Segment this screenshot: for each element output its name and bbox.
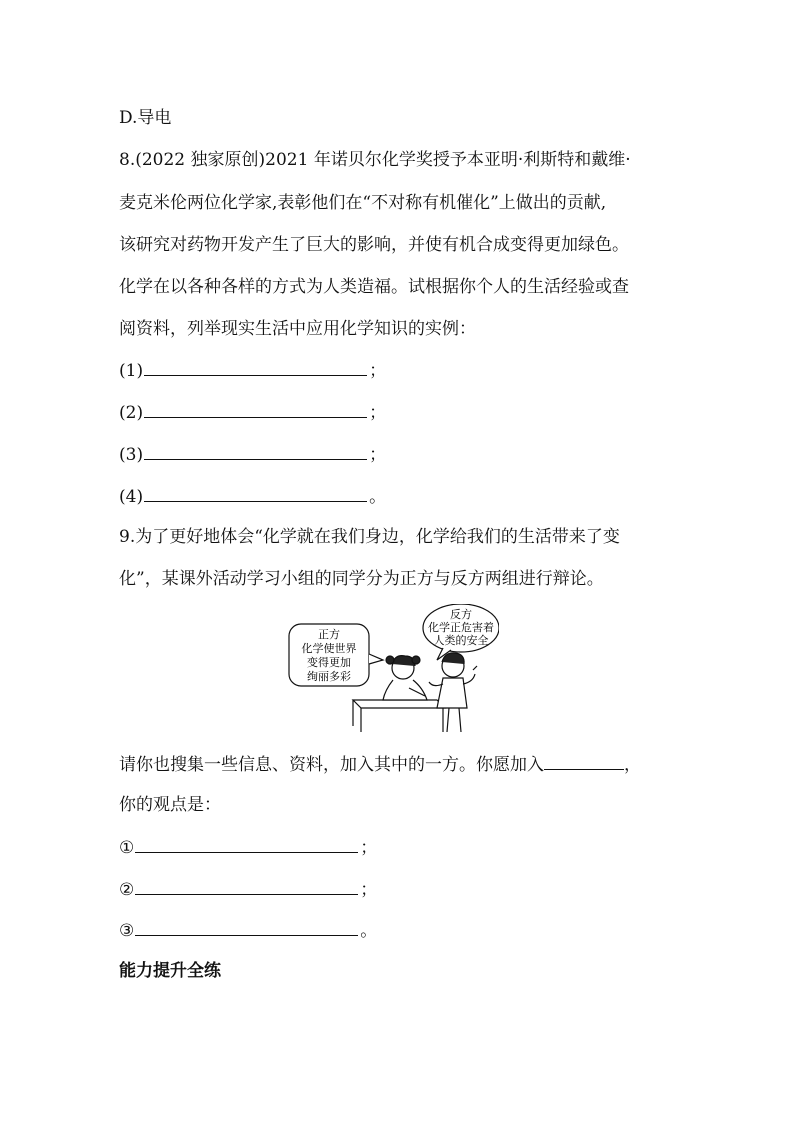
section-heading: 能力提升全练 — [119, 961, 221, 981]
bubble-right — [423, 604, 499, 660]
girl-figure — [383, 656, 427, 700]
answer-label: (2) — [119, 403, 144, 423]
q9-answer-row-1 — [119, 836, 377, 858]
bubble-right-line-1: 反方 — [450, 608, 472, 621]
answer-end-mark: ； — [369, 403, 387, 423]
answer-blank[interactable] — [135, 919, 358, 936]
answer-blank[interactable] — [135, 878, 358, 895]
answer-blank[interactable] — [144, 359, 367, 376]
answer-label: (3) — [119, 445, 144, 465]
q8-answer-row-4 — [119, 485, 386, 507]
q8-answer-row-1 — [119, 359, 386, 381]
bubble-left-line-2: 化学使世界 — [301, 642, 357, 655]
q9-line-2: 化”，某课外活动学习小组的同学分为正方与反方两组进行辩论。 — [119, 569, 604, 589]
bubble-left-line-1: 正方 — [318, 628, 340, 641]
q8-line-2: 麦克米伦两位化学家,表彰他们在“不对称有机催化”上做出的贡献, — [119, 193, 607, 213]
q8-line-4: 化学在以各种各样的方式为人类造福。试根据你个人的生活经验或查 — [119, 277, 629, 297]
q8-line-5: 阅资料，列举现实生活中应用化学知识的实例： — [119, 319, 476, 339]
q9-view-label: 你的观点是： — [119, 795, 221, 815]
answer-label: ① — [119, 838, 135, 858]
answer-label: ② — [119, 880, 135, 900]
q9-line-1: 9.为了更好地体会“化学就在我们身边，化学给我们的生活带来了变 — [119, 527, 620, 547]
q9-prompt-end: ， — [624, 755, 641, 775]
q8-line-1: 8.(2022 独家原创)2021 年诺贝尔化学奖授予本亚明·利斯特和戴维· — [119, 150, 631, 170]
answer-end-mark: ； — [360, 838, 378, 858]
bubble-left — [289, 624, 383, 686]
answer-label: ③ — [119, 921, 135, 941]
q9-answer-row-2 — [119, 878, 377, 900]
answer-end-mark: 。 — [369, 487, 387, 507]
q8-answer-row-3 — [119, 443, 386, 465]
answer-label: (4) — [119, 487, 144, 507]
answer-blank[interactable] — [144, 485, 367, 502]
debate-illustration — [287, 604, 499, 734]
answer-label: (1) — [119, 361, 144, 381]
q9-prompt-text: 请你也搜集一些信息、资料，加入其中的一方。你愿加入 — [119, 755, 544, 775]
bubble-left-line-3: 变得更加 — [307, 656, 351, 669]
bubble-left-line-4: 绚丽多彩 — [307, 670, 351, 683]
answer-end-mark: ； — [369, 445, 387, 465]
q8-line-3: 该研究对药物开发产生了巨大的影响，并使有机合成变得更加绿色。 — [119, 235, 629, 255]
bubble-right-line-3: 人类的安全 — [433, 634, 489, 647]
answer-end-mark: ； — [369, 361, 387, 381]
answer-blank[interactable] — [144, 401, 367, 418]
bubble-right-line-2: 化学正危害着 — [428, 621, 494, 634]
option-d: D.导电 — [119, 108, 172, 128]
answer-end-mark: 。 — [360, 921, 378, 941]
table-drawing — [353, 700, 445, 732]
side-choice-blank[interactable] — [544, 753, 624, 770]
answer-blank[interactable] — [144, 443, 367, 460]
answer-end-mark: ； — [360, 880, 378, 900]
q9-answer-row-3 — [119, 919, 377, 941]
q9-prompt — [119, 753, 641, 775]
boy-figure — [429, 653, 477, 732]
answer-blank[interactable] — [135, 836, 358, 853]
q8-answer-row-2 — [119, 401, 386, 423]
